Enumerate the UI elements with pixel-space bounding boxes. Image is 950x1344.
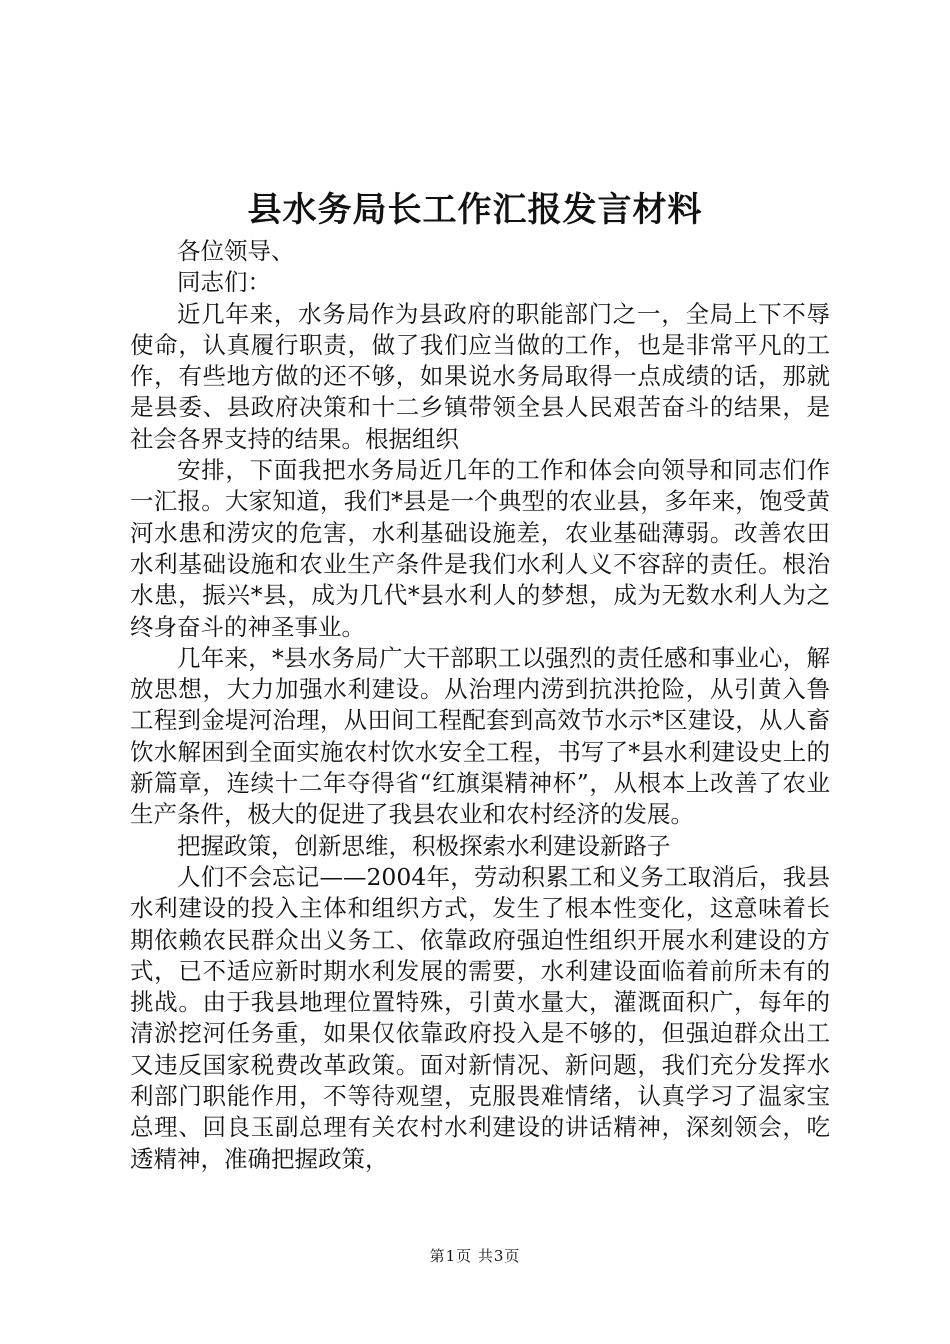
document-title: 县水务局长工作汇报发言材料 bbox=[247, 190, 703, 230]
salutation-comrades: 同志们： bbox=[177, 268, 271, 297]
page-number-footer: 第1页 共3页 bbox=[429, 1247, 521, 1265]
body-paragraph: 人们不会忘记——2004年，劳动积累工和义务工取消后，我县水利建设的投入主体和组织方式，发生了根本性变化，这意味着长期依赖农民群众出义务工、依靠政府强迫性组织开展水利建设的方式，已不适应新时期水利发展的需要，水利建设面临着前所未有的挑战。由于我县地理位置特殊，引黄水量大，灌溉面积广，每年的清淤挖河任务重，如果仅依靠政府投入是不够的，但强迫群众出工又违反国家税费改革政策。面对新情况、新问题，我们充分发挥水利部门职能作用，不等待观望，克服畏难情绪，认真学习了温家宝总理、回良玉副总理有关农村水利建设的讲话精神，深刻领会，吃透精神，准确把握政策， bbox=[130, 862, 830, 1173]
document-body bbox=[130, 236, 830, 1175]
salutation-leaders: 各位领导、 bbox=[177, 237, 295, 265]
body-paragraph: 几年来，*县水务局广大干部职工以强烈的责任感和事业心，解放思想，大力加强水利建设。从治理内涝到抗洪抢险，从引黄入鲁工程到金堤河治理，从田间工程配套到高效节水示*区建设，从人畜饮水解困到全面实施农村饮水安全工程，书写了*县水利建设史上的新篇章，连续十二年夺得省“红旗渠精神杯”，从根本上改善了农业生产条件，极大的促进了我县农业和农村经济的发展。 bbox=[130, 643, 830, 829]
body-paragraph: 安排，下面我把水务局近几年的工作和体会向领导和同志们作一汇报。大家知道，我们*县是一个典型的农业县，多年来，饱受黄河水患和涝灾的危害，水利基础设施差，农业基础薄弱。改善农田水利基础设施和农业生产条件是我们水利人义不容辞的责任。根治水患，振兴*县，成为几代*县水利人的梦想，成为无数水利人为之终身奋斗的神圣事业。 bbox=[130, 456, 830, 641]
section-heading: 把握政策，创新思维，积极探索水利建设新路子 bbox=[177, 831, 671, 860]
body-paragraph: 近几年来，水务局作为县政府的职能部门之一，全局上下不辱使命，认真履行职责，做了我们应当做的工作，也是非常平凡的工作，有些地方做的还不够，如果说水务局取得一点成绩的话，那就是县委、县政府决策和十二乡镇带领全县人民艰苦奋斗的结果，是社会各界支持的结果。根据组织 bbox=[130, 299, 830, 453]
